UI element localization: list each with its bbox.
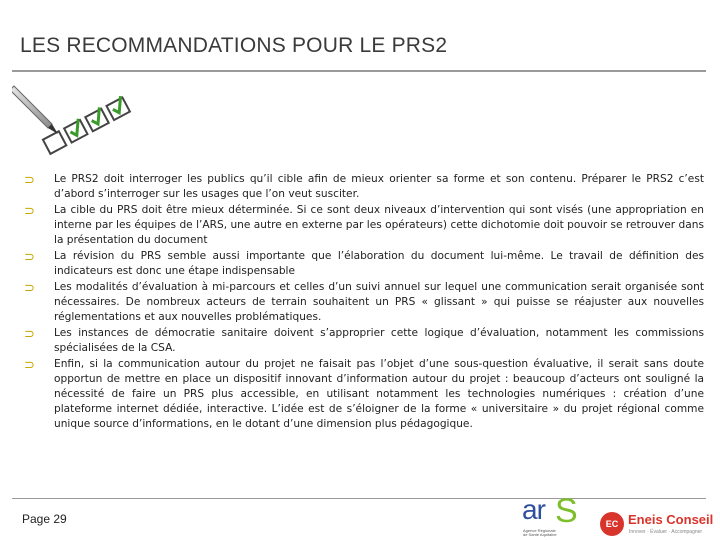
checklist-pen-icon <box>12 80 134 166</box>
bullet-arrow-icon: ⊃ <box>24 203 35 218</box>
ars-logo-subtitle: Agence Régionale de Santé Aquitaine <box>523 528 557 537</box>
title-divider <box>12 70 706 72</box>
bullet-arrow-icon: ⊃ <box>24 280 35 295</box>
eneis-name: Eneis Conseil <box>628 512 714 527</box>
bullet-text: La cible du PRS doit être mieux déterminée. Si ce sont deux niveaux d’intervention qui sont visés (une appropriation en interne par les équipes de l’ARS, une autre en externe par les opérateurs) cette dichotomie doit pouvoir se retrouver dans la présentation du document <box>54 204 704 246</box>
list-item <box>24 357 704 432</box>
eneis-tagline: Innover · Évaluer · Accompagner <box>629 529 703 535</box>
recommendations-list <box>24 172 704 433</box>
bullet-text: Les modalités d’évaluation à mi-parcours et celles d’un suivi annuel sur lequel une communication serait organisée sont nécessaires. De nombreux acteurs de terrain souhaitent un PRS « glissant » qui puisse se réajuster aux nouvelles réglementations et aux nouvelles problématiques. <box>54 281 704 323</box>
page-number: Page 29 <box>22 512 67 526</box>
footer-divider <box>12 498 706 499</box>
pen-icon <box>12 86 58 134</box>
bullet-text: Les instances de démocratie sanitaire doivent s’approprier cette logique d’évaluation, notamment les commissions spécialisées de la CSA. <box>54 327 704 354</box>
bullet-arrow-icon: ⊃ <box>24 172 35 187</box>
bullet-text: Le PRS2 doit interroger les publics qu’il cible afin de mieux orienter sa forme et son contenu. Préparer le PRS2 c’est d’abord s’interroger sur les usages que l’on veut susciter. <box>54 173 704 200</box>
ars-logo-s: S <box>555 492 578 530</box>
list-item <box>24 203 704 248</box>
list-item <box>24 326 704 356</box>
bullet-text: La révision du PRS semble aussi importante que l’élaboration du document lui-même. Le travail de définition des indicateurs est donc une étape indispensable <box>54 250 704 277</box>
list-item <box>24 249 704 279</box>
bullet-arrow-icon: ⊃ <box>24 326 35 341</box>
ars-logo-letters: ar <box>522 494 545 525</box>
eneis-badge-icon: EC <box>600 512 624 536</box>
slide-title: LES RECOMMANDATIONS POUR LE PRS2 <box>20 34 448 57</box>
bullet-arrow-icon: ⊃ <box>24 357 35 372</box>
bullet-arrow-icon: ⊃ <box>24 249 35 264</box>
ars-logo <box>522 492 578 538</box>
list-item <box>24 172 704 202</box>
list-item <box>24 280 704 325</box>
eneis-conseil-logo <box>598 510 714 538</box>
bullet-text: Enfin, si la communication autour du projet ne faisait pas l’objet d’une sous-question évaluative, il serait sans doute opportun de mettre en place un dispositif innovant d’information autour du projet : beaucoup d’acteurs ont souligné la nécessité de faire un PRS plus accessible, en utilisant notamment les technologies numériques : création d’une plateforme internet dédiée, interactive. L’idée est de s’éloigner de la forme « universitaire » du projet régional comme unique source d’informations, en le dotant d’une dimension plus pédagogique. <box>54 358 704 430</box>
